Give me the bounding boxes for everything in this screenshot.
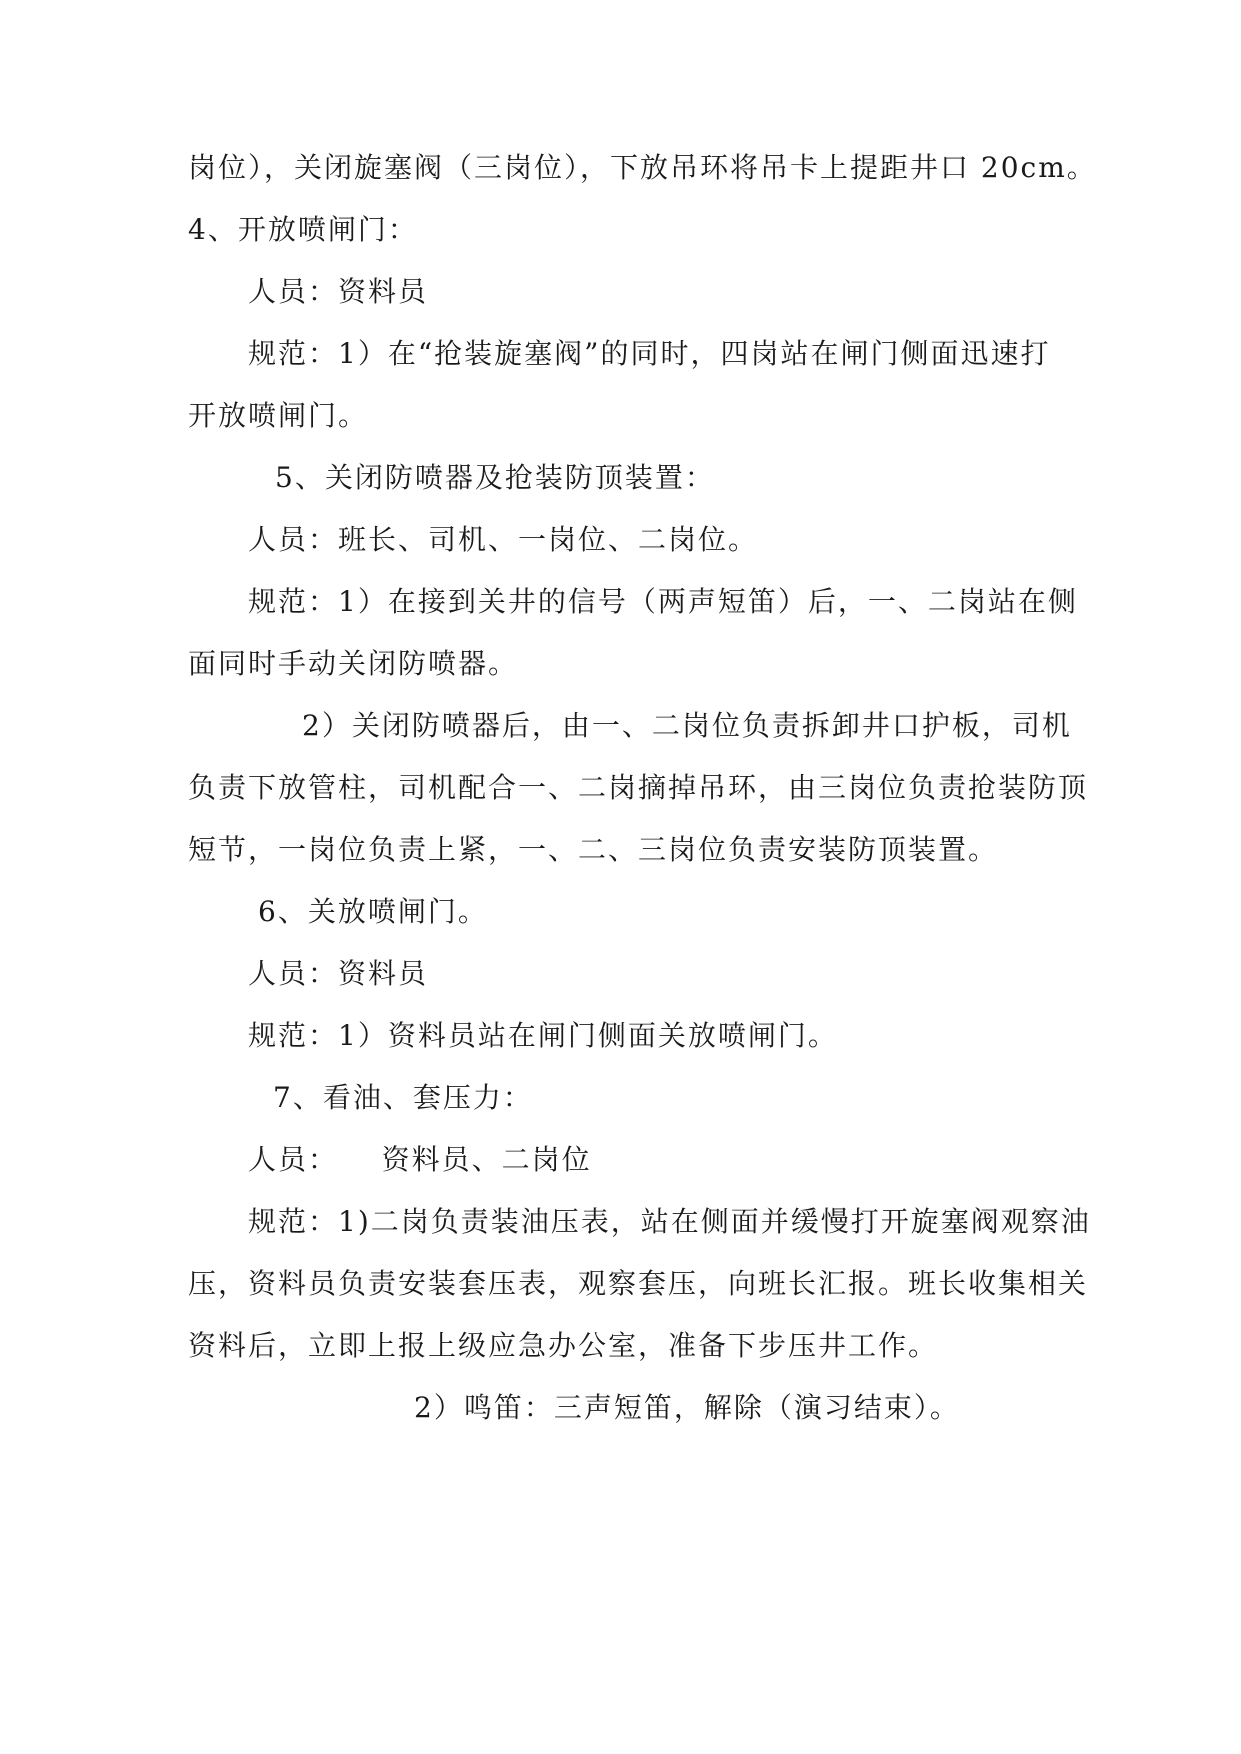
section-heading: 6、关放喷闸门。 <box>258 895 488 928</box>
text-line: 规范：1）资料员站在闸门侧面关放喷闸门。 <box>248 1019 838 1052</box>
text-line: 开放喷闸门。 <box>188 399 369 432</box>
text-line: 资料后，立即上报上级应急办公室，准备下步压井工作。 <box>188 1329 939 1362</box>
text-line: 规范：1）在接到关井的信号（两声短笛）后，一、二岗站在侧 <box>248 585 1078 618</box>
text-line: 岗位），关闭旋塞阀（三岗位），下放吊环将吊卡上提距井口 20cm。 <box>188 151 1097 184</box>
text-line: 规范：1)二岗负责装油压表，站在侧面并缓慢打开旋塞阀观察油 <box>248 1205 1091 1238</box>
section-heading: 5、关闭防喷器及抢装防顶装置： <box>275 461 715 494</box>
text-line: 2）关闭防喷器后，由一、二岗位负责拆卸井口护板，司机 <box>302 709 1072 742</box>
section-heading: 7、看油、套压力： <box>273 1081 533 1114</box>
text-line: 人员：班长、司机、一岗位、二岗位。 <box>248 523 759 556</box>
text-line: 短节，一岗位负责上紧，一、二、三岗位负责安装防顶装置。 <box>188 833 999 866</box>
text-line: 人员： 资料员、二岗位 <box>248 1143 592 1176</box>
text-line: 面同时手动关闭防喷器。 <box>188 647 519 680</box>
text-line: 规范：1）在“抢装旋塞阀”的同时，四岗站在闸门侧面迅速打 <box>248 337 1051 370</box>
text-line: 负责下放管柱，司机配合一、二岗摘掉吊环，由三岗位负责抢装防顶 <box>188 771 1089 804</box>
section-heading: 4、开放喷闸门： <box>188 213 418 246</box>
text-line: 压，资料员负责安装套压表，观察套压，向班长汇报。班长收集相关 <box>188 1267 1089 1300</box>
text-line: 2）鸣笛：三声短笛，解除（演习结束）。 <box>414 1391 960 1424</box>
text-line: 人员：资料员 <box>248 957 429 990</box>
text-line: 人员：资料员 <box>248 275 429 308</box>
